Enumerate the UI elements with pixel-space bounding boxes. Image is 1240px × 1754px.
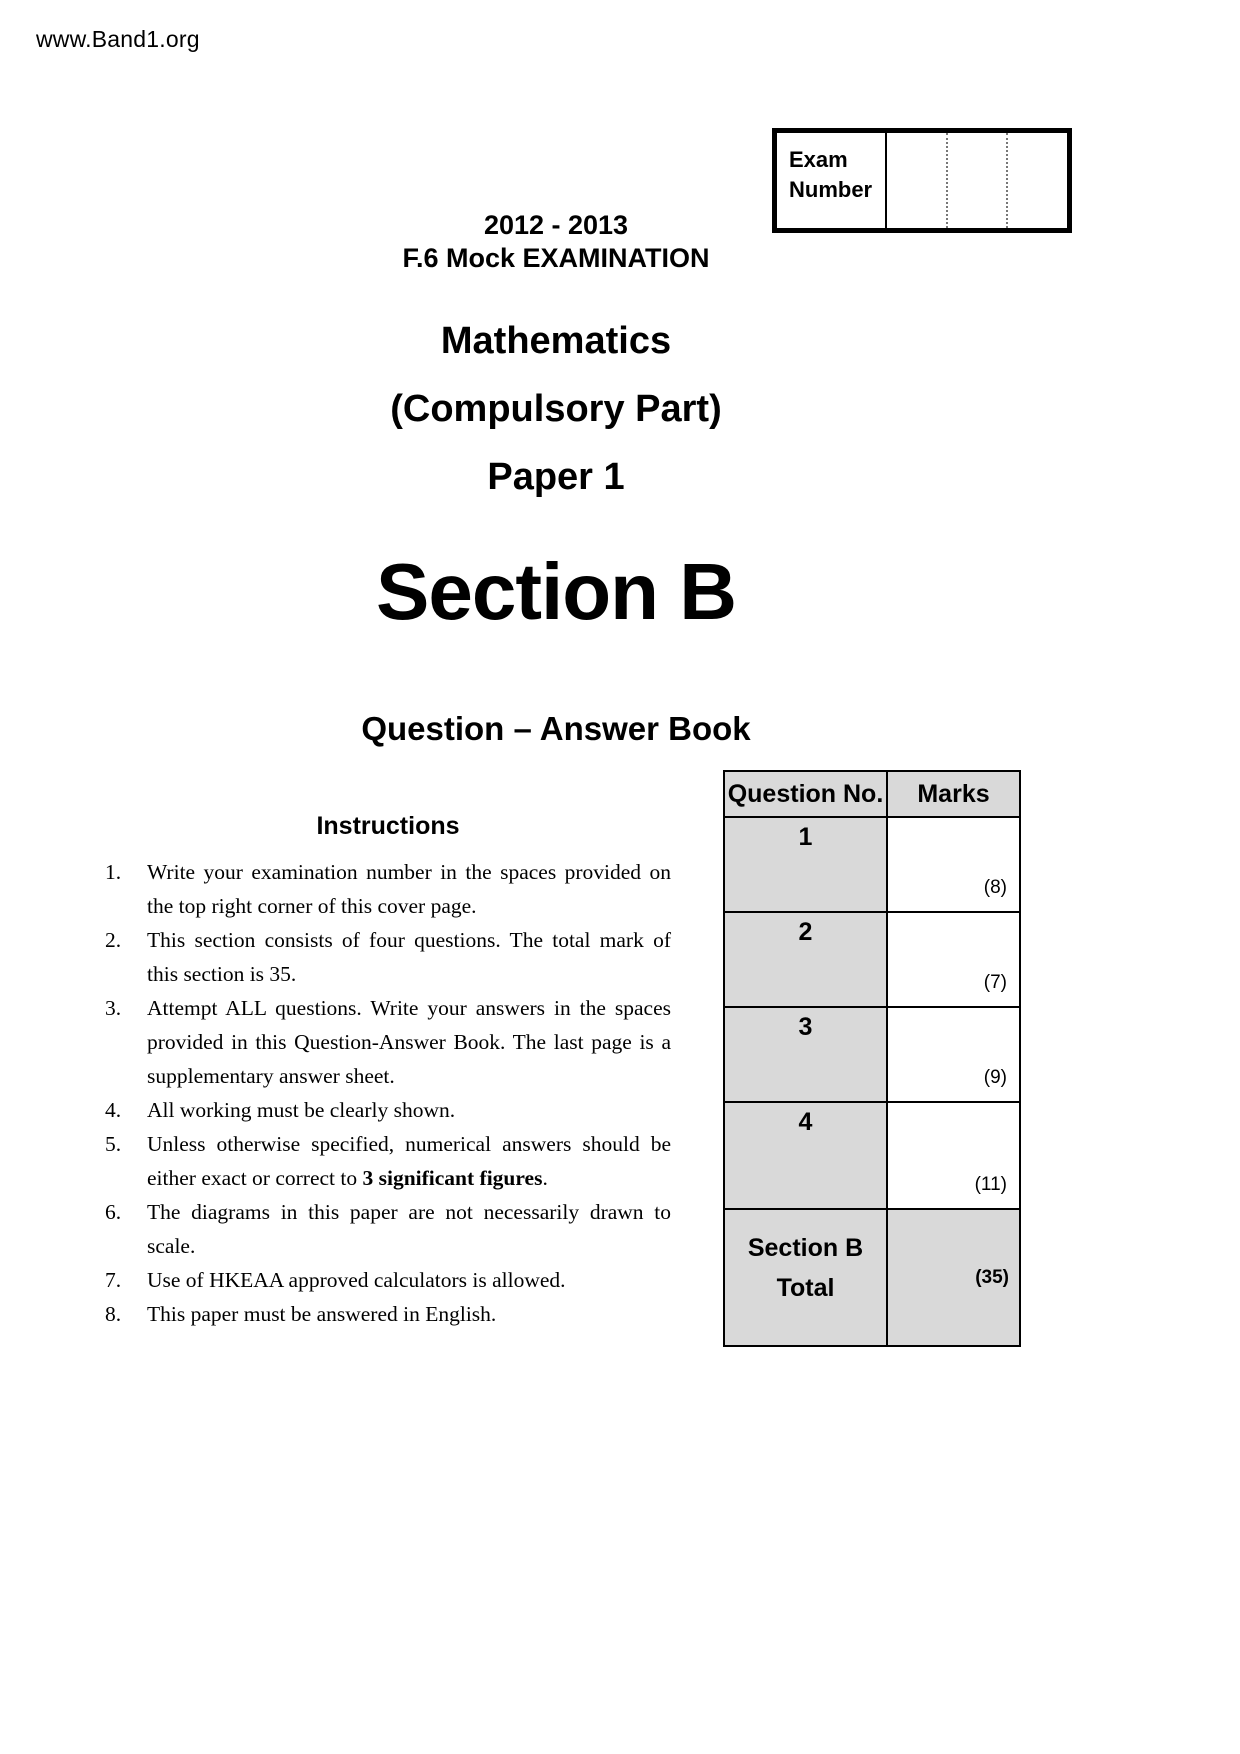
table-row-question-2 [724, 912, 1020, 1007]
table-row-section-total [724, 1209, 1020, 1346]
book-title: Question – Answer Book [361, 710, 751, 747]
instruction-item-6 [105, 1195, 671, 1263]
instruction-number: 8. [105, 1302, 122, 1326]
table-row-question-4 [724, 1102, 1020, 1209]
table-row-question-3 [724, 1007, 1020, 1102]
section-total-label-line1: Section B [747, 1234, 864, 1262]
table-row-question-1 [724, 817, 1020, 912]
instruction-text: All working must be clearly shown. [147, 1098, 456, 1122]
instruction-text: This section consists of four questions. The total mark of this section is 35. [147, 928, 671, 986]
instructions-block [105, 812, 671, 1331]
instruction-text-plain: Unless otherwise specified, numerical answers should be either exact or correct to [147, 1132, 671, 1190]
instructions-list [105, 855, 671, 1331]
instruction-item-8 [105, 1297, 671, 1331]
instruction-number: 4. [105, 1098, 122, 1122]
marks-cell: (7) [887, 912, 1020, 1007]
instruction-text-plain: . [542, 1166, 548, 1190]
subject-part: (Compulsory Part) [390, 388, 722, 430]
instruction-number: 2. [105, 928, 122, 952]
marks-cell: (11) [887, 1102, 1020, 1209]
instruction-number: 5. [105, 1132, 122, 1156]
section-total-label-line2: Total [776, 1274, 835, 1302]
section-total-label-cell [724, 1209, 887, 1346]
instruction-item-7 [105, 1263, 671, 1297]
instruction-text: Attempt ALL questions. Write your answers in the spaces provided in this Question-Answer Book. The last page is a supplementary answer sheet. [147, 996, 671, 1088]
instruction-number: 6. [105, 1200, 122, 1224]
instruction-text [147, 1127, 671, 1195]
instruction-text: Use of HKEAA approved calculators is allowed. [147, 1268, 566, 1292]
year-line: 2012 - 2013 [483, 210, 629, 240]
instruction-item-4 [105, 1093, 671, 1127]
instructions-title: Instructions [316, 812, 460, 840]
instruction-item-5 [105, 1127, 671, 1195]
instruction-number: 7. [105, 1268, 122, 1292]
instruction-text-bold: 3 significant figures [362, 1166, 543, 1190]
instruction-number: 3. [105, 996, 122, 1020]
instruction-text: Write your examination number in the spaces provided on the top right corner of this cover page. [147, 860, 671, 918]
instruction-item-1 [105, 855, 671, 923]
marks-table [723, 770, 1021, 1347]
table-header-marks: Marks [887, 771, 1020, 817]
exam-line: F.6 Mock EXAMINATION [402, 243, 710, 273]
exam-number-label-line1: Exam [789, 147, 848, 172]
instruction-text: The diagrams in this paper are not necessarily drawn to scale. [147, 1200, 671, 1258]
exam-number-label-line2: Number [789, 177, 873, 202]
subject-title: Mathematics [440, 320, 672, 362]
marks-table-header-row [724, 771, 1020, 817]
question-number-cell: 3 [724, 1007, 887, 1102]
instruction-text: This paper must be answered in English. [147, 1302, 497, 1326]
table-header-question-no: Question No. [724, 771, 887, 817]
total-marks-cell: (35) [887, 1209, 1020, 1346]
question-number-cell: 4 [724, 1102, 887, 1209]
instruction-item-3 [105, 991, 671, 1093]
instruction-number: 1. [105, 860, 122, 884]
marks-cell: (8) [887, 817, 1020, 912]
section-title: Section B [376, 547, 736, 636]
instruction-item-2 [105, 923, 671, 991]
marks-cell: (9) [887, 1007, 1020, 1102]
website-url: www.Band1.org [36, 26, 200, 52]
paper-number: Paper 1 [487, 456, 625, 498]
question-number-cell: 1 [724, 817, 887, 912]
question-number-cell: 2 [724, 912, 887, 1007]
